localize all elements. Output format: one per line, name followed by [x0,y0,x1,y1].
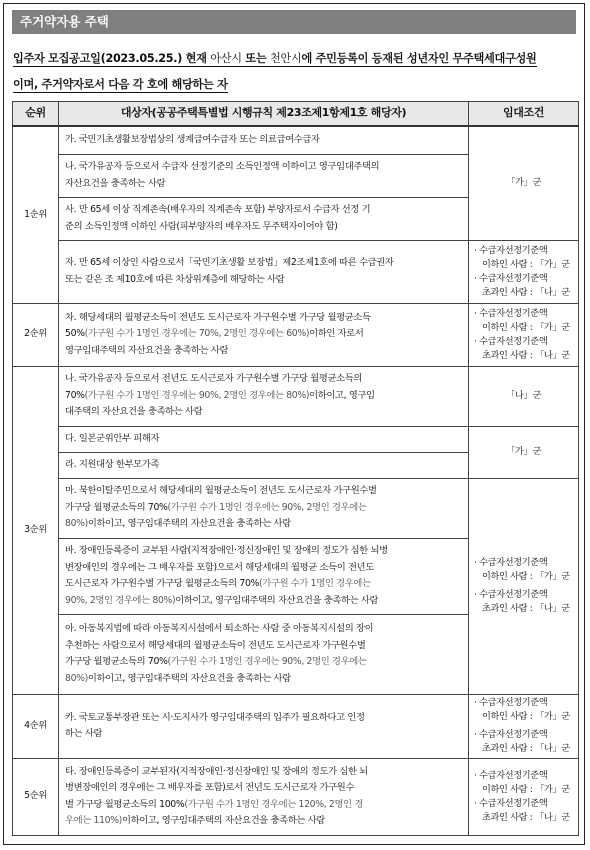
document-page [3,3,585,845]
row-2-cha: 차. 해당세대의 월평균소득이 전년도 도시근로자 가구원수별 가구당 월평균소득 50%(가구원 수가 1명인 경우에는 70%, 2명인 경우에는 60%)이하인 자로서 영구임대주택의 자산요건을 충족하는 사람 [59,303,469,366]
table-row [13,240,579,303]
rank-5: 5순위 [13,758,59,835]
cond-2: · 수급자선정기준액 이하인 사람 : 「가」군 · 수급자선정기준액 초과인 사람 : 「나」군 [469,303,579,366]
table-row [13,694,579,758]
row-1-ga: 가. 국민기초생활보장법상의 생계급여수급자 또는 의료급여수급자 [59,126,469,154]
cond-5: · 수급자선정기준액 이하인 사람 : 「가」군 · 수급자선정기준액 초과인 사람 : 「나」군 [469,758,579,835]
cond-3-dara: 「가」군 [469,426,579,478]
header-condition: 임대조건 [469,102,579,127]
rank-4: 4순위 [13,694,59,758]
section-title: 주거약자용 주택 [12,10,576,34]
table-row [13,366,579,426]
row-3-na: 나. 국가유공자 등으로서 전년도 도시근로자 가구원수별 가구당 월평균소득의 70%(가구원 수가 1명인 경우에는 90%, 2명인 경우에는 80%)이하이고, 영구임 대주택의 자산요건을 충족하는 사람 [59,366,469,426]
row-3-ba: 바. 장애인등록증이 교부된 사람(지적장애인·정신장애인 및 장애의 정도가 심한 뇌병 변장애인의 경우에는 그 배우자를 포함)으로서 해당세대의 월평균 소득이 전년도 도시근로자 가구원수별 가구당 월평균소득의 70%(가구원 수가 1명인 경우에는 90%, 2명인 경우에는 80%)이하이고, 영구임대주택의 자산요건을 충족하는 사람 [59,538,469,614]
row-5-ta: 타. 장애인등록증이 교부된자(지적장애인·정신장애인 및 장애의 정도가 심한 뇌 병변장애인의 경우에는 그 배우자를 포함)로서 전년도 도시근로자 가구원수 별 가구당 월평균소득의 100%(가구원 수가 1명인 경우에는 120%, 2명인 경 우에는 110%)이하이고, 영구임대주택의 자산요건을 충족하는 사람 [59,758,469,835]
table-row [13,478,579,538]
row-3-a: 아. 아동복지법에 따라 아동복지시설에서 퇴소하는 사람 중 아동복지시설의 장이 추천하는 사람으로서 해당세대의 월평균소득이 전년도 도시근로자 가구원수별 가구당 월평균소득의 70%(가구원 수가 1명인 경우에는 90%, 2명인 경우에는 80%)이하이고, 영구임대주택의 자산요건을 충족하는 사람 [59,614,469,694]
table-row [13,126,579,154]
cond-1-ja: · 수급자선정기준액 이하인 사람 : 「가」군 · 수급자선정기준액 초과인 사람 : 「나」군 [469,240,579,303]
cond-1-group: 「가」군 [469,126,579,240]
rank-1: 1순위 [13,126,59,303]
intro-line-1: 입주자 모집공고일(2023.05.25.) 현재 아산시 또는 천안시에 주민등록이 등재된 성년자인 무주택세대구성원 [13,52,537,65]
header-target: 대상자(공공주택특별법 시행규칙 제23조제1항제1호 해당자) [59,102,469,127]
header-rank: 순위 [13,102,59,127]
row-1-na: 나. 국가유공자 등으로서 수급자 선정기준의 소득인정액 이하이고 영구임대주택의 자산요건을 충족하는 사람 [59,154,469,197]
table-row [13,303,579,366]
cond-3-na: 「나」군 [469,366,579,426]
eligibility-table [12,101,579,836]
cond-4: · 수급자선정기준액 이하인 사람 : 「가」군 · 수급자선정기준액 초과인 사람 : 「나」군 [469,694,579,758]
row-1-ja: 자. 만 65세 이상인 사람으로서「국민기초생활 보장법」제2조제1호에 따른 수급권자 또는 같은 조 제10호에 따른 차상위계층에 해당하는 사람 [59,240,469,303]
table-row [13,758,579,835]
eligibility-intro [13,46,579,98]
rank-3: 3순위 [13,366,59,694]
table-row [13,426,579,452]
row-1-sa: 사. 만 65세 이상 직계존속(배우자의 직계존속 포함) 부양자로서 수급자 선정 기 준의 소득인정액 이하인 사람(피부양자의 배우자도 무주택자이어야 함) [59,197,469,240]
rank-2: 2순위 [13,303,59,366]
row-4-ka: 카. 국토교통부장관 또는 시·도지사가 영구임대주택의 입주가 필요하다고 인정 하는 사람 [59,694,469,758]
row-3-ma: 마. 북한이탈주민으로서 해당세대의 월평균소득이 전년도 도시근로자 가구원수별 가구당 월평균소득의 70%(가구원 수가 1명인 경우에는 90%, 2명인 경우에는 80%)이하이고, 영구임대주택의 자산요건을 충족하는 사람 [59,478,469,538]
cond-3-ma-ba-a: · 수급자선정기준액 이하인 사람 : 「가」군 · 수급자선정기준액 초과인 사람 : 「나」군 [469,478,579,694]
row-3-da: 다. 일본군위안부 피해자 [59,426,469,452]
intro-line-2: 이며, 주거약자로서 다음 각 호에 해당하는 자 [13,78,228,91]
row-3-ra: 라. 지원대상 한부모가족 [59,452,469,478]
table-header-row [13,102,579,127]
